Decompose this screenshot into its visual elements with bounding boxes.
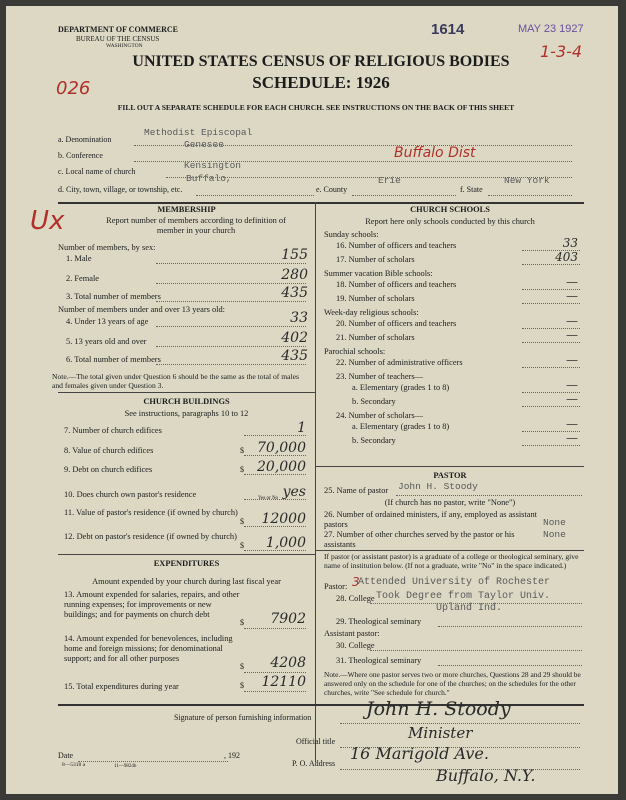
schools-heading: CHURCH SCHOOLS <box>410 205 490 214</box>
local-name-value: Kensington <box>184 160 242 171</box>
pastor-heading: PASTOR <box>433 471 467 480</box>
schools-row-value: 403 <box>555 250 578 264</box>
schools-row-label: 21. Number of scholars <box>336 333 415 342</box>
section-rule <box>315 550 584 551</box>
buildings-row-value: yes <box>282 484 306 500</box>
schools-row-label: 17. Number of scholars <box>336 255 415 264</box>
dollar-sign: $ <box>240 465 244 474</box>
membership-row-value: 435 <box>281 285 308 301</box>
assistant-pastors-value: None <box>543 517 566 528</box>
rule <box>352 195 456 196</box>
buildings-row-label: 12. Debt on pastor's residence (if owned by church) <box>64 532 237 541</box>
membership-row-value: 402 <box>281 330 308 346</box>
section-rule <box>58 554 315 555</box>
expenditure-row-label: 13. Amount expended for salaries, repairs, and other running expenses; for improvements or new buildings; and for payments on church debt <box>64 590 240 619</box>
schools-row-label: 24. Number of scholars— <box>336 411 423 420</box>
signature-value: John H. Stoody <box>366 698 511 720</box>
schools-group-label: Sunday schools: <box>324 230 379 239</box>
schools-row-label: 18. Number of officers and teachers <box>336 280 457 289</box>
buildings-row-label: 7. Number of church edifices <box>64 426 162 435</box>
rule <box>438 626 582 627</box>
expenditures-heading: EXPENDITURES <box>153 559 220 568</box>
other-churches-value: None <box>543 529 566 540</box>
rule <box>522 367 580 368</box>
dollar-sign: $ <box>240 446 244 455</box>
schools-row-value: — <box>566 392 578 406</box>
schools-row-label: a. Elementary (grades 1 to 8) <box>352 422 450 431</box>
official-title-label: Official title <box>296 737 336 746</box>
schools-row-value: — <box>566 275 578 289</box>
dollar-sign: $ <box>240 618 244 627</box>
pastor-note: Note.—Where one pastor serves two or more churches, Questions 28 and 29 should be answered only on the schedule for one of the churches; on the schedules for the other churches, write "See schedule for church." <box>324 670 581 697</box>
pastor-name-label: 25. Name of pastor <box>324 486 389 495</box>
seminary-label: 29. Theological seminary <box>336 617 422 626</box>
print-code: 8—5318 a <box>62 762 86 768</box>
rule <box>156 364 306 365</box>
po-address-value: 16 Marigold Ave. <box>350 744 489 763</box>
pastor-hand-mark: 3 <box>352 575 360 589</box>
rule <box>370 650 582 651</box>
rule <box>522 264 580 265</box>
expenditure-row-value: 4208 <box>270 655 306 671</box>
assistant-pastors-label: 26. Number of ordained ministers, if any, employed as assistant pastors <box>324 510 537 529</box>
print-code-secondary: 11—9824b <box>114 764 137 769</box>
membership-heading: MEMBERSHIP <box>157 205 216 214</box>
expenditure-row-label: 14. Amount expended for benevolences, including home and foreign missions; for denominational support; and for all other purposes <box>64 634 233 663</box>
rule <box>156 326 306 327</box>
buildings-row-value: 20,000 <box>257 459 306 475</box>
schools-row-label: 20. Number of officers and teachers <box>336 319 457 328</box>
membership-row-label: 1. Male <box>66 254 92 263</box>
schedule-title: SCHEDULE: 1926 <box>252 73 390 92</box>
official-title-value: Minister <box>408 724 473 742</box>
conference-value: Genesee <box>184 139 224 150</box>
buildings-row-label: 11. Value of pastor's residence (if owned by church) <box>64 508 238 517</box>
schools-row-label: a. Elementary (grades 1 to 8) <box>352 383 450 392</box>
schools-row-label: b. Secondary <box>352 436 396 445</box>
bureau-label: BUREAU OF THE CENSUS <box>76 35 160 43</box>
rule <box>156 301 306 302</box>
column-divider <box>315 202 316 762</box>
buildings-row-label: 9. Debt on church edifices <box>64 465 153 474</box>
state-label: f. State <box>460 185 483 194</box>
schools-row-value: — <box>566 314 578 328</box>
members-by-sex-label: Number of members, by sex: <box>58 243 156 252</box>
schools-row-value: — <box>566 417 578 431</box>
denomination-label: a. Denomination <box>58 135 112 144</box>
expenditures-intro: Amount expended by your church during last fiscal year <box>92 577 281 586</box>
city-value: Buffalo, <box>186 173 232 184</box>
rule <box>78 761 228 762</box>
po-address-city-value: Buffalo, N.Y. <box>436 766 536 785</box>
membership-note: Note.—The total given under Question 6 should be the same as the total of males and females given under Question 3. <box>52 372 299 390</box>
section-rule <box>58 392 315 393</box>
po-address-label: P. O. Address <box>292 759 336 768</box>
assistant-college-label: 30. College <box>336 641 375 650</box>
city-field-label: d. City, town, village, or township, etc. <box>58 185 183 194</box>
code-handwritten-right: 1-3-4 <box>540 42 583 61</box>
rule <box>522 406 580 407</box>
dollar-sign: $ <box>240 541 244 550</box>
buildings-row-value: 1 <box>297 420 306 436</box>
schools-row-label: b. Secondary <box>352 397 396 406</box>
membership-row-label: 6. Total number of members <box>66 355 161 364</box>
serial-number-stamp: 1614 <box>431 21 465 38</box>
county-label: e. County <box>316 185 348 194</box>
rule <box>244 672 306 673</box>
schools-row-value: — <box>566 431 578 445</box>
code-handwritten-red: 026 <box>56 78 91 99</box>
rule <box>156 263 306 264</box>
schools-row-label: 19. Number of scholars <box>336 294 415 303</box>
rule <box>488 195 572 196</box>
county-value: Erie <box>378 175 401 186</box>
schools-row-label: 22. Number of administrative officers <box>336 358 463 367</box>
date-year-suffix: , 192 <box>224 751 240 760</box>
membership-row-value: 435 <box>281 348 308 364</box>
received-date-stamp: MAY 23 1927 <box>518 23 584 35</box>
members-age-intro: Number of members under and over 13 years old: <box>58 305 225 314</box>
yes-no-hint: Yes or No <box>258 496 279 501</box>
department-label: DEPARTMENT OF COMMERCE <box>58 25 179 34</box>
expenditure-row-label: 15. Total expenditures during year <box>64 682 179 691</box>
other-churches-label: 27. Number of other churches served by the pastor or his assistants <box>324 530 515 549</box>
schools-row-label: 23. Number of teachers— <box>336 372 423 381</box>
schools-group-label: Summer vacation Bible schools: <box>324 269 433 278</box>
form-title: UNITED STATES CENSUS OF RELIGIOUS BODIES <box>132 53 510 70</box>
rule <box>244 691 306 692</box>
table-top-rule <box>58 202 584 204</box>
membership-row-label: 4. Under 13 years of age <box>66 317 149 326</box>
rule <box>522 445 580 446</box>
schools-row-value: — <box>566 378 578 392</box>
city-label: WASHINGTON <box>106 43 143 49</box>
pastor-sub-label: Pastor: <box>324 582 348 591</box>
signature-label: Signature of person furnishing information <box>174 713 312 722</box>
buildings-row-value: 1,000 <box>265 535 306 551</box>
census-schedule-sheet <box>6 6 618 794</box>
buildings-row-value: 70,000 <box>257 440 306 456</box>
membership-intro: Report number of members according to definition of member in your church <box>106 216 286 235</box>
pastor-name-hint: (If church has no pastor, write "None") <box>384 498 516 507</box>
rule <box>244 628 306 629</box>
date-label: Date <box>58 751 74 760</box>
conference-label: b. Conference <box>58 151 103 160</box>
schools-row-value: — <box>566 353 578 367</box>
buildings-row-value: 12000 <box>261 511 306 527</box>
schools-row-label: 16. Number of officers and teachers <box>336 241 457 250</box>
district-handwritten: Buffalo Dist <box>394 145 476 161</box>
rule <box>438 665 582 666</box>
rule <box>196 195 314 196</box>
college-location-value: Upland Ind. <box>436 603 503 614</box>
buildings-subheading: See instructions, paragraphs 10 to 12 <box>124 409 249 418</box>
rule <box>522 342 580 343</box>
college-label: 28. College <box>336 594 375 603</box>
membership-row-value: 280 <box>281 267 308 283</box>
assistant-pastor-label: Assistant pastor: <box>324 629 380 638</box>
local-name-label: c. Local name of church <box>58 167 136 176</box>
schools-row-value: — <box>566 289 578 303</box>
membership-row-label: 5. 13 years old and over <box>66 337 147 346</box>
schools-row-value: — <box>566 328 578 342</box>
buildings-heading: CHURCH BUILDINGS <box>143 397 230 406</box>
expenditure-row-value: 7902 <box>270 611 306 627</box>
college-degree-value: Took Degree from Taylor Univ. <box>376 591 551 602</box>
rule <box>396 495 582 496</box>
state-value: New York <box>504 175 550 186</box>
pastor-name-value: John H. Stoody <box>398 481 478 492</box>
rule <box>156 346 306 347</box>
denomination-value: Methodist Episcopal <box>144 127 253 138</box>
membership-row-value: 155 <box>281 247 308 263</box>
schools-row-value: 33 <box>562 236 578 250</box>
assistant-seminary-label: 31. Theological seminary <box>336 656 422 665</box>
schools-group-label: Parochial schools: <box>324 347 386 356</box>
schools-group-label: Week-day religious schools: <box>324 308 419 317</box>
expenditure-row-value: 12110 <box>261 674 306 690</box>
dollar-sign: $ <box>240 662 244 671</box>
membership-row-label: 2. Female <box>66 274 100 283</box>
dollar-sign: $ <box>240 681 244 690</box>
rule <box>156 283 306 284</box>
graduate-note: If pastor (or assistant pastor) is a graduate of a college or theological seminary, give name of institution below. (If not a graduate, write "No" in the space indicated.) <box>324 552 579 570</box>
schools-intro: Report here only schools conducted by this church <box>365 217 535 226</box>
buildings-row-label: 10. Does church own pastor's residence <box>64 490 197 499</box>
college-attended-value: Attended University of Rochester <box>358 577 551 588</box>
instruction-line: FILL OUT A SEPARATE SCHEDULE FOR EACH CHURCH. SEE INSTRUCTIONS ON THE BACK OF THIS SHEET <box>117 103 515 112</box>
membership-row-value: 33 <box>290 310 308 326</box>
membership-row-label: 3. Total number of members <box>66 292 161 301</box>
section-rule <box>315 466 584 467</box>
dollar-sign: $ <box>240 517 244 526</box>
red-check-mark: Ux <box>30 206 65 236</box>
buildings-row-label: 8. Value of church edifices <box>64 446 154 455</box>
rule <box>522 303 580 304</box>
